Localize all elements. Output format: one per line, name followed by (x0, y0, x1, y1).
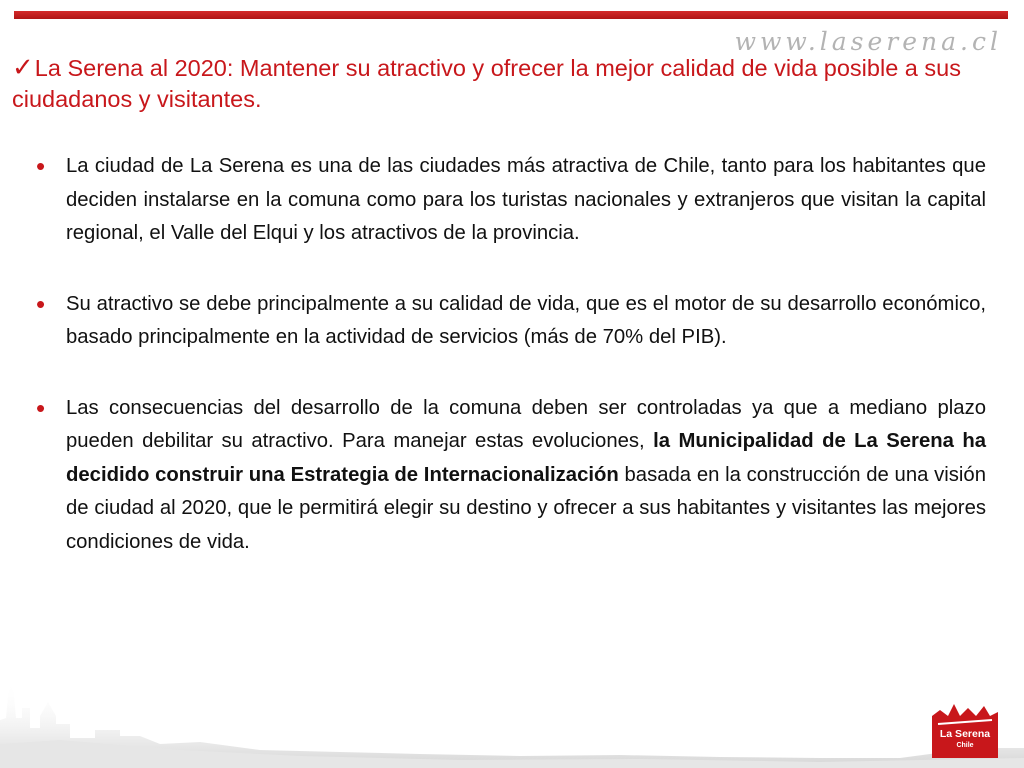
bullet-text-bold: la Municipalidad de La Serena ha decidido construir una Estrategia de Internacionalización (66, 430, 986, 486)
bullet-dot-icon: • (36, 288, 46, 319)
logo-emblem-icon (928, 694, 1002, 760)
bullet-dot-icon: • (36, 151, 46, 181)
la-serena-logo (928, 694, 1002, 760)
bullet-list (32, 150, 986, 596)
bullet-dot-icon: • (36, 392, 46, 423)
bullet-item (32, 392, 986, 560)
top-red-bar (14, 11, 1008, 19)
checkmark-icon: ✓ (12, 52, 34, 82)
logo-country: Chile (956, 742, 974, 749)
bullet-text: Su atractivo se debe principalmente a su calidad de vida, que es el motor de su desarrollo económico, basado principalmente en la actividad de servicios (más de 70% del PIB). (66, 292, 986, 348)
logo-name: La Serena (939, 728, 991, 740)
bullet-item (32, 288, 986, 355)
bullet-text: La ciudad de La Serena es una de las ciudades más atractiva de Chile, tanto para los habitantes que deciden instalarse en la comuna como para los turistas nacionales y extranjeros que visitan la capital regional, el Valle del Elqui y los atractivos de la provincia. (66, 155, 986, 244)
slide-title-text: La Serena al 2020: Mantener su atractivo y ofrecer la mejor calidad de vida posible a sus ciudadanos y visitantes. (12, 55, 961, 112)
bullet-item (32, 150, 986, 251)
bullet-text-end: basada en la construcción de una visión de ciudad al 2020, que le permitirá elegir su destino y ofrecer a sus habitantes y visitantes las mejores condiciones de vida. (66, 463, 986, 553)
slide-title (12, 52, 1002, 115)
url-watermark: www.laserena.cl (734, 27, 1002, 56)
city-skyline-graphic (0, 658, 1024, 768)
bullet-text-start: Las consecuencias del desarrollo de la comuna deben ser controladas ya que a mediano plazo pueden debilitar su atractivo. Para manejar estas evoluciones, (66, 396, 986, 452)
